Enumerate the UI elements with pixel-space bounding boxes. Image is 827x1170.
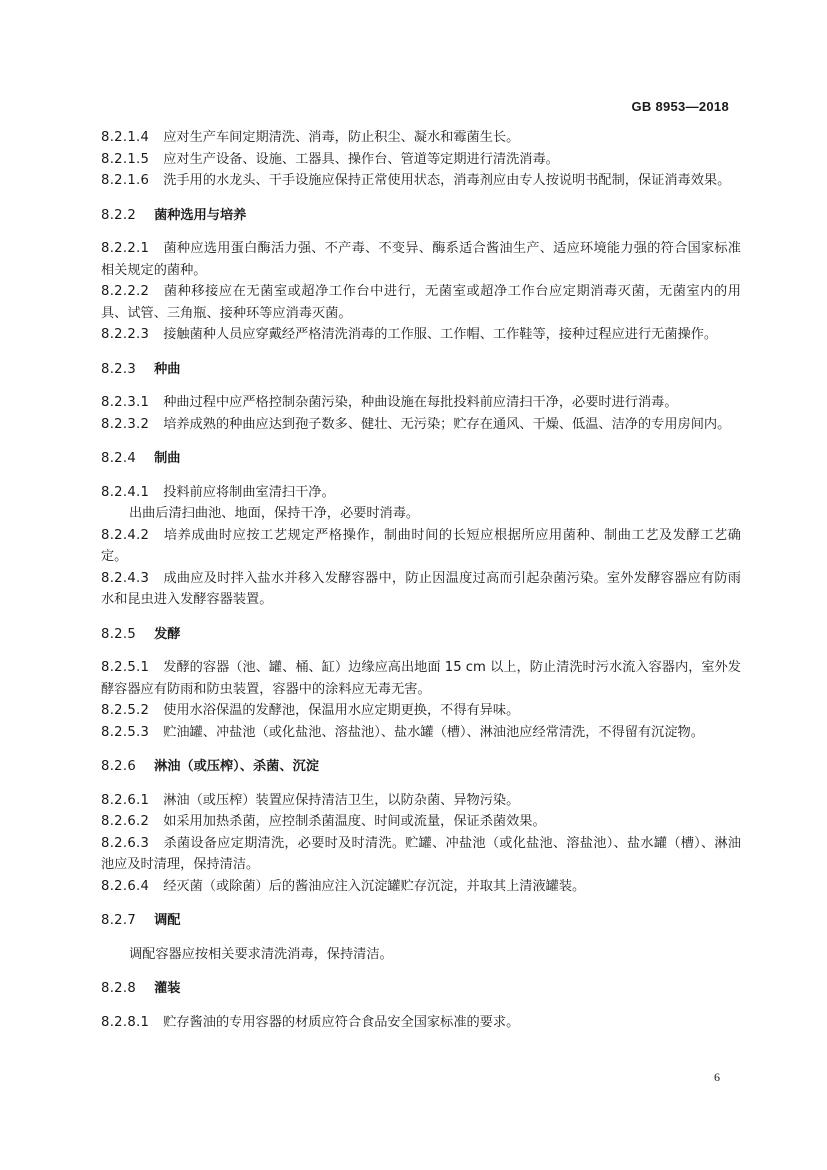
clause-paragraph xyxy=(101,503,741,525)
clause-text: 杀菌设备应定期清洗，必要时及时清洗。贮罐、冲盐池（或化盐池、溶盐池）、盐水罐（槽）、淋油池应及时清理，保持清洁。 xyxy=(101,835,741,872)
section-title: 发酵 xyxy=(154,626,181,642)
section-title: 种曲 xyxy=(154,361,181,377)
clause-paragraph xyxy=(101,700,741,722)
section-title: 制曲 xyxy=(154,451,181,466)
clause-text: 种曲过程中应严格控制杂菌污染，种曲设施在每批投料前应清扫干净，必要时进行消毒。 xyxy=(163,395,678,410)
section-title: 淋油（或压榨）、杀菌、沉淀 xyxy=(154,759,319,774)
clause-number: 8.2.1.6 xyxy=(101,173,150,188)
clause-text: 培养成熟的种曲应达到孢子数多、健壮、无污染；贮存在通风、干燥、低温、洁净的专用房间内。 xyxy=(163,416,731,432)
clause-paragraph xyxy=(101,1012,741,1034)
clause-paragraph xyxy=(101,414,741,436)
clause-number: 8.2.6.2 xyxy=(101,814,150,829)
clause-number: 8.2.4.3 xyxy=(101,570,150,586)
clause-number: 8.2.1.4 xyxy=(101,130,150,145)
clause-paragraph xyxy=(101,149,741,171)
clause-text: 调配容器应按相关要求清洗消毒，保持清洁。 xyxy=(129,946,393,962)
clause-number: 8.2.2.2 xyxy=(101,284,150,299)
clause-text: 使用水浴保温的发酵池，保温用水应定期更换，不得有异味。 xyxy=(163,703,520,718)
clause-text: 贮油罐、冲盐池（或化盐池、溶盐池）、盐水罐（槽）、淋油池应经常清洗，不得留有沉淀物。 xyxy=(163,724,704,740)
clause-paragraph xyxy=(101,944,741,966)
standard-code-header: GB 8953—2018 xyxy=(631,99,729,114)
clause-text: 应对生产设备、设施、工器具、操作台、管道等定期进行清洗消毒。 xyxy=(163,151,559,167)
section-number: 8.2.5 xyxy=(101,626,137,642)
clause-text: 菌种移接应在无菌室或超净工作台中进行，无菌室或超净工作台应定期消毒灭菌，无菌室内的用具、试管、三角瓶、接种环等应消毒灭菌。 xyxy=(101,284,741,321)
clause-paragraph xyxy=(101,281,741,324)
clause-paragraph xyxy=(101,127,741,149)
section-heading xyxy=(101,205,741,227)
clause-number: 8.2.6.3 xyxy=(101,835,150,851)
clause-number: 8.2.4.1 xyxy=(101,484,150,500)
clause-number: 8.2.5.3 xyxy=(101,724,150,740)
clause-paragraph xyxy=(101,482,741,504)
clause-paragraph xyxy=(101,238,741,281)
clause-text: 成曲应及时拌入盐水并移入发酵容器中，防止因温度过高而引起杂菌污染。室外发酵容器应有防雨水和昆虫进入发酵容器装置。 xyxy=(101,570,741,607)
clause-paragraph xyxy=(101,657,741,700)
section-title: 灌装 xyxy=(154,981,181,996)
clause-text: 接触菌种人员应穿戴经严格清洗消毒的工作服、工作帽、工作鞋等，接种过程应进行无菌操作。 xyxy=(163,327,718,342)
section-title: 菌种选用与培养 xyxy=(154,207,247,223)
clause-text: 出曲后清扫曲池、地面，保持干净，必要时消毒。 xyxy=(129,506,420,521)
clause-text: 淋油（或压榨）装置应保持清洁卫生，以防杂菌、异物污染。 xyxy=(163,792,520,808)
clause-text: 如采用加热杀菌，应控制杀菌温度、时间或流量，保证杀菌效果。 xyxy=(163,814,546,829)
section-number: 8.2.2 xyxy=(101,207,137,223)
clause-text: 发酵的容器（池、罐、桶、缸）边缘应高出地面 15 cm 以上，防止清洗时污水流入容器内，室外发酵容器应有防雨和防虫装置，容器中的涂料应无毒无害。 xyxy=(101,660,741,697)
document-body xyxy=(101,127,741,1033)
section-heading xyxy=(101,978,741,1000)
clause-paragraph xyxy=(101,833,741,876)
clause-text: 经灭菌（或除菌）后的酱油应注入沉淀罐贮存沉淀，并取其上清液罐装。 xyxy=(163,878,586,894)
section-heading xyxy=(101,624,741,646)
section-heading xyxy=(101,756,741,778)
clause-number: 8.2.5.1 xyxy=(101,660,150,675)
clause-number: 8.2.3.1 xyxy=(101,395,150,410)
clause-paragraph xyxy=(101,790,741,812)
clause-number: 8.2.1.5 xyxy=(101,151,150,167)
clause-paragraph xyxy=(101,392,741,414)
clause-text: 贮存酱油的专用容器的材质应符合食品安全国家标准的要求。 xyxy=(163,1014,520,1030)
clause-number: 8.2.4.2 xyxy=(101,527,150,543)
section-number: 8.2.7 xyxy=(101,913,137,928)
clause-number: 8.2.8.1 xyxy=(101,1014,150,1030)
clause-paragraph xyxy=(101,525,741,568)
section-heading xyxy=(101,910,741,932)
section-title: 调配 xyxy=(154,913,181,928)
page-number: 6 xyxy=(714,1070,720,1084)
clause-number: 8.2.6.1 xyxy=(101,792,150,808)
clause-text: 投料前应将制曲室清扫干净。 xyxy=(163,484,335,500)
section-number: 8.2.6 xyxy=(101,759,137,774)
clause-number: 8.2.2.3 xyxy=(101,327,150,342)
clause-text: 应对生产车间定期清洗、消毒，防止积尘、凝水和霉菌生长。 xyxy=(163,130,520,145)
section-number: 8.2.4 xyxy=(101,451,137,466)
clause-number: 8.2.2.1 xyxy=(101,241,150,256)
clause-paragraph xyxy=(101,876,741,898)
clause-text: 洗手用的水龙头、干手设施应保持正常使用状态，消毒剂应由专人按说明书配制，保证消毒效果。 xyxy=(163,173,731,188)
clause-paragraph xyxy=(101,568,741,611)
clause-number: 8.2.3.2 xyxy=(101,416,150,432)
clause-number: 8.2.6.4 xyxy=(101,878,150,894)
section-heading xyxy=(101,359,741,381)
section-heading xyxy=(101,448,741,470)
section-number: 8.2.3 xyxy=(101,361,137,377)
clause-text: 培养成曲时应按工艺规定严格操作，制曲时间的长短应根据所应用菌种、制曲工艺及发酵工艺确定。 xyxy=(101,527,741,564)
clause-paragraph xyxy=(101,811,741,833)
clause-text: 菌种应选用蛋白酶活力强、不产毒、不变异、酶系适合酱油生产、适应环境能力强的符合国家标准相关规定的菌种。 xyxy=(101,241,741,278)
section-number: 8.2.8 xyxy=(101,981,137,996)
clause-paragraph xyxy=(101,324,741,346)
clause-number: 8.2.5.2 xyxy=(101,703,150,718)
clause-paragraph xyxy=(101,170,741,192)
clause-paragraph xyxy=(101,722,741,744)
